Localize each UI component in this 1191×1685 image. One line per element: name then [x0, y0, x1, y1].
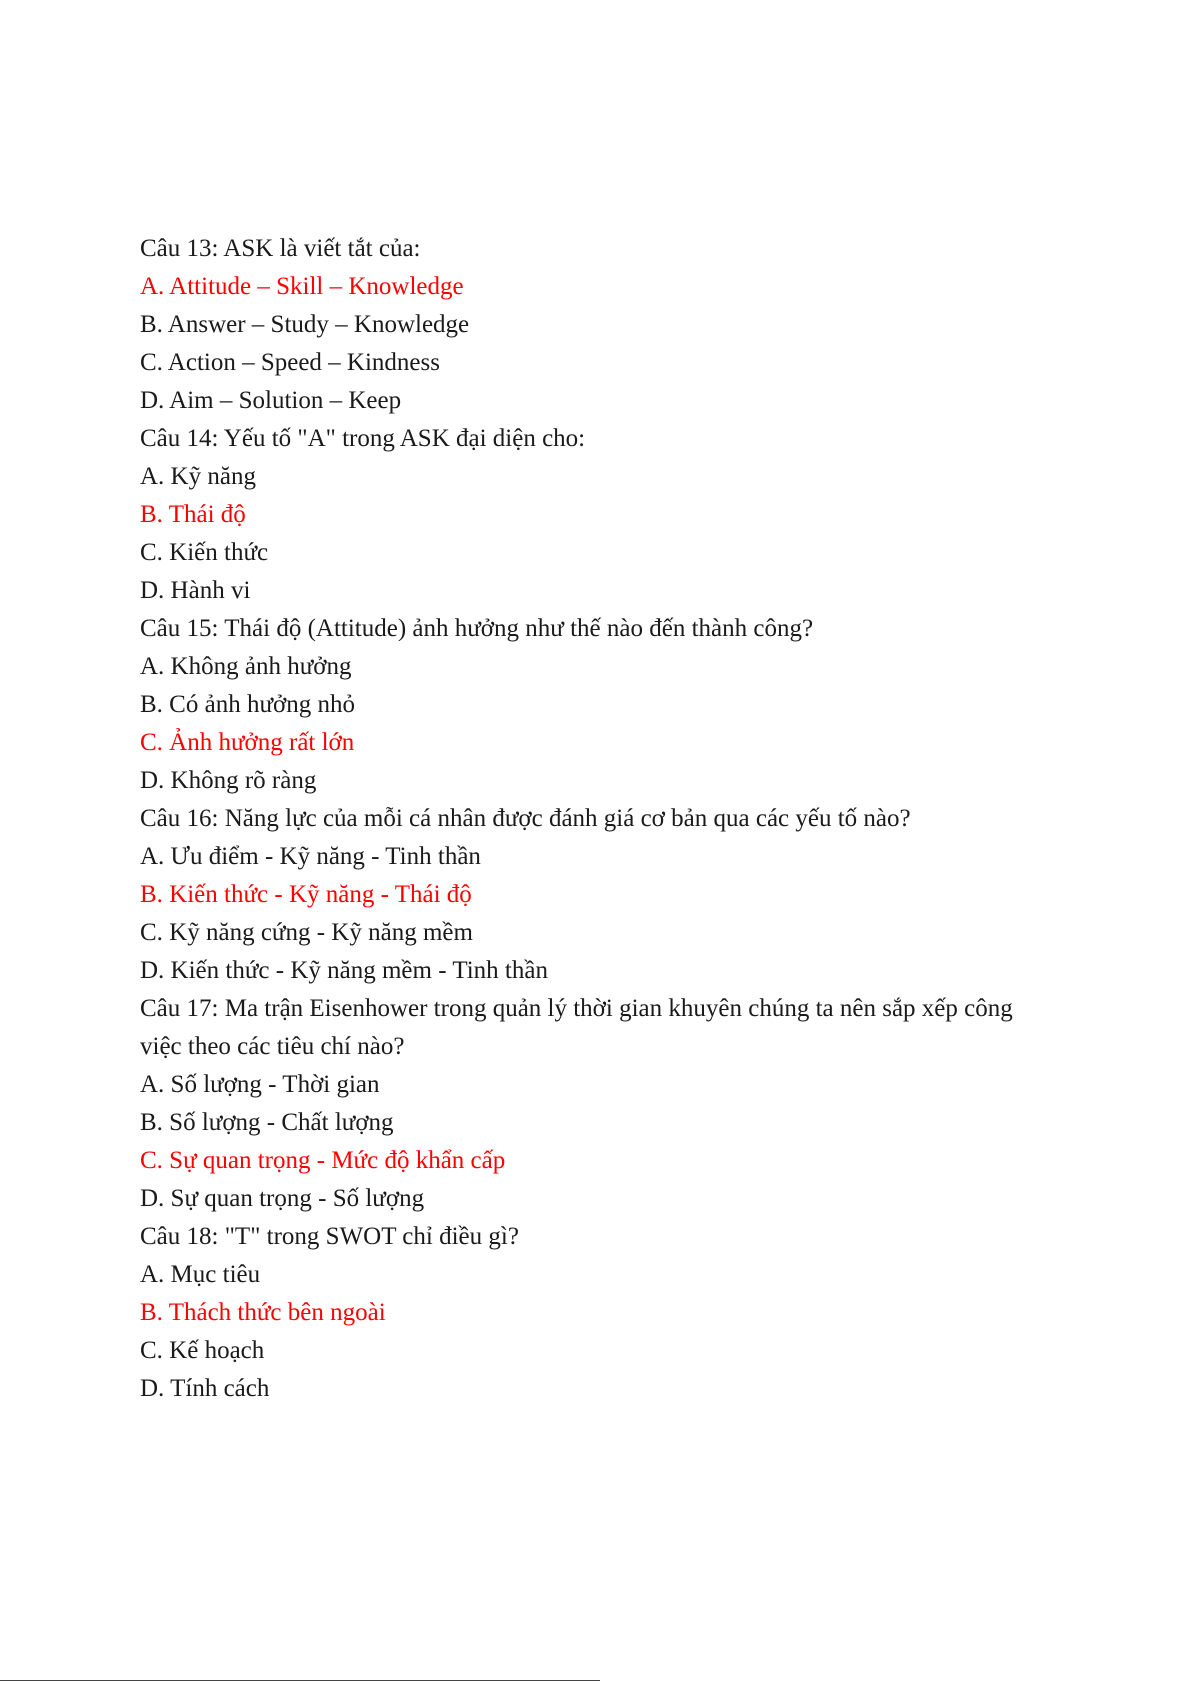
answer-option: A. Số lượng - Thời gian	[140, 1071, 380, 1098]
answer-option: A. Không ảnh hưởng	[140, 653, 352, 680]
answer-option: D. Tính cách	[140, 1375, 270, 1402]
correct-answer-option: C. Ảnh hưởng rất lớn	[140, 729, 355, 756]
answer-option: A. Ưu điểm - Kỹ năng - Tinh thần	[140, 843, 481, 870]
question-block	[140, 420, 1040, 610]
footer-divider	[0, 1680, 600, 1681]
answer-option: B. Số lượng - Chất lượng	[140, 1109, 394, 1136]
answer-option: C. Kiến thức	[140, 539, 269, 566]
question-text: Câu 18: "T" trong SWOT chỉ điều gì?	[140, 1223, 519, 1250]
question-block	[140, 610, 1040, 800]
correct-answer-option: A. Attitude – Skill – Knowledge	[140, 273, 464, 300]
answer-option: D. Kiến thức - Kỹ năng mềm - Tinh thần	[140, 957, 548, 984]
question-text: Câu 15: Thái độ (Attitude) ảnh hưởng như thế nào đến thành công?	[140, 615, 814, 642]
answer-option: A. Mục tiêu	[140, 1261, 261, 1288]
question-block	[140, 990, 1040, 1218]
question-text: Câu 16: Năng lực của mỗi cá nhân được đánh giá cơ bản qua các yếu tố nào?	[140, 805, 911, 832]
question-text: Câu 14: Yếu tố "A" trong ASK đại diện cho:	[140, 425, 586, 452]
answer-option: A. Kỹ năng	[140, 463, 256, 490]
answer-option: C. Action – Speed – Kindness	[140, 349, 440, 376]
answer-option: D. Aim – Solution – Keep	[140, 387, 402, 414]
question-text: Câu 17: Ma trận Eisenhower trong quản lý thời gian khuyên chúng ta nên sắp xếp công việc theo các tiêu chí nào?	[140, 995, 1013, 1060]
correct-answer-option: C. Sự quan trọng - Mức độ khẩn cấp	[140, 1147, 506, 1174]
answer-option: B. Có ảnh hưởng nhỏ	[140, 691, 355, 718]
answer-option: D. Sự quan trọng - Số lượng	[140, 1185, 425, 1212]
answer-option: D. Hành vi	[140, 577, 251, 604]
question-block	[140, 800, 1040, 990]
question-block	[140, 230, 1040, 420]
answer-option: C. Kỹ năng cứng - Kỹ năng mềm	[140, 919, 473, 946]
answer-option: D. Không rõ ràng	[140, 767, 317, 794]
answer-option: B. Answer – Study – Knowledge	[140, 311, 470, 338]
correct-answer-option: B. Thái độ	[140, 501, 246, 528]
correct-answer-option: B. Thách thức bên ngoài	[140, 1299, 386, 1326]
answer-option: C. Kế hoạch	[140, 1337, 265, 1364]
correct-answer-option: B. Kiến thức - Kỹ năng - Thái độ	[140, 881, 472, 908]
quiz-content	[140, 230, 1040, 1408]
question-text: Câu 13: ASK là viết tắt của:	[140, 235, 421, 262]
question-block	[140, 1218, 1040, 1408]
